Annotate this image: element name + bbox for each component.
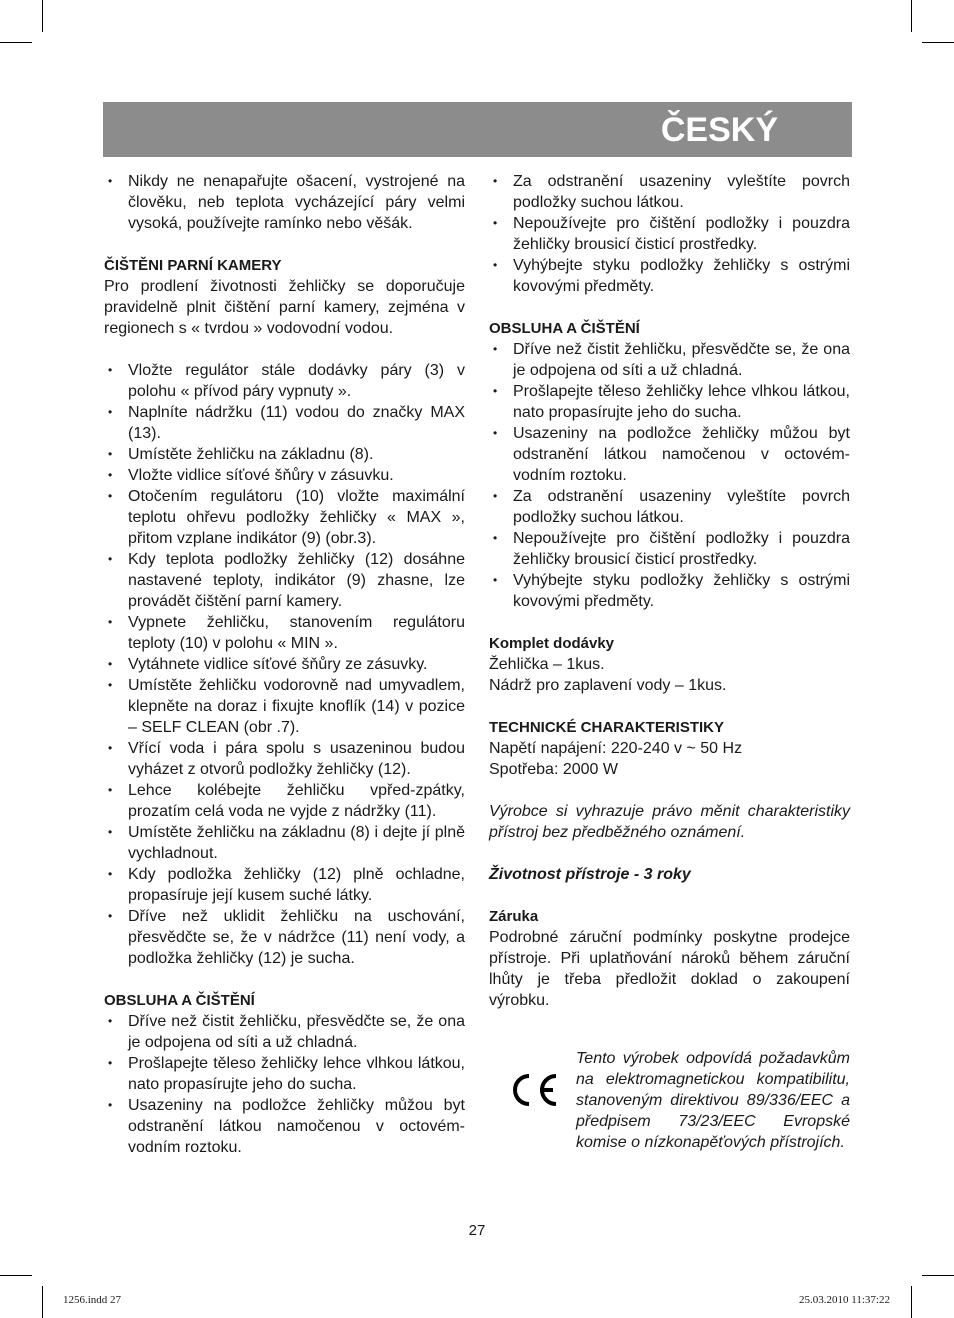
ce-mark-icon (507, 1070, 559, 1110)
maintenance-list (489, 339, 850, 612)
crop-mark (0, 42, 32, 43)
package-line: Nádrž pro zaplavení vody – 1kus. (489, 677, 727, 694)
section-heading: ČIŠTĚNI PARNÍ KAMERY (104, 257, 282, 274)
list-item: • Prošlapejte těleso žehličky lehce vlhkou látkou, nato propasírujte jeho do sucha. (104, 1053, 465, 1095)
footer-file: 1256.indd 27 (63, 1294, 122, 1306)
package-heading: Komplet dodávky (489, 635, 615, 652)
list-item: • Nepoužívejte pro čištění podložky i pouzdra žehličky brousicí čisticí prostředky. (489, 213, 850, 255)
warranty-text: Podrobné záruční podmínky poskytne prodejce přístroje. Při uplatňování nároků během záruční lhůty je třeba předložit doklad o zakoupení výrobku. (489, 929, 850, 1009)
ce-compliance-text: Tento výrobek odpovídá požadavkům na elektromagnetickou kompatibilitu, stanoveným direktivou 89/336/EEC a předpisem 73/23/EEC Evropské komise o nízkonapěťových přístrojích. (576, 1050, 850, 1151)
section-heading: OBSLUHA A ČIŠTĚNÍ (489, 320, 640, 337)
list-item: • Vřící voda i pára spolu s usazeninou budou vyházet z otvorů podložky žehličky (12). (104, 738, 465, 780)
list-item: • Dříve než čistit žehličku, přesvědčte se, že ona je odpojena od síti a už chladná. (489, 339, 850, 381)
list-item: • Vyhýbejte styku podložky žehličky s ostrými kovovými předměty. (489, 570, 850, 612)
list-item: • Vyhýbejte styku podložky žehličky s ostrými kovovými předměty. (489, 255, 850, 297)
lifetime-note: Životnost přístroje - 3 roky (489, 866, 691, 883)
list-item: • Umístěte žehličku na základnu (8) i dejte jí plně vychladnout. (104, 822, 465, 864)
list-item: • Nepoužívejte pro čištění podložky i pouzdra žehličky brousicí čisticí prostředky. (489, 528, 850, 570)
list-item: • Vypnete žehličku, stanovením regulátoru teploty (10) v polohu « MIN ». (104, 612, 465, 654)
maintenance-list (104, 1011, 465, 1158)
left-column (104, 171, 465, 1158)
tech-line: Spotřeba: 2000 W (489, 761, 618, 778)
list-item: • Vložte regulátor stále dodávky páry (3) v polohu « přívod páry vypnuty ». (104, 360, 465, 402)
language-title: ČESKÝ (660, 111, 778, 149)
list-item: • Usazeniny na podložce žehličky můžou byt odstranění látkou namočenou v octovém-vodním roztoku. (104, 1095, 465, 1158)
crop-mark (0, 1275, 32, 1276)
section-paragraph: Pro prodlení životnosti žehličky se doporučuje pravidelně plnit čištění parní kamery, zejména v regionech s « tvrdou » vodovodní vodou. (104, 278, 465, 337)
list-item: • Vytáhnete vidlice síťové šňůry ze zásuvky. (104, 654, 465, 675)
list-item: • Prošlapejte těleso žehličky lehce vlhkou látkou, nato propasírujte jeho do sucha. (489, 381, 850, 423)
footer-timestamp: 25.03.2010 11:37:22 (799, 1294, 890, 1306)
steam-cleaning-steps (104, 360, 465, 969)
list-item: • Vložte vidlice síťové šňůry v zásuvku. (104, 465, 465, 486)
package-line: Žehlička – 1kus. (489, 656, 605, 673)
page-number: 27 (468, 1222, 486, 1239)
list-item: • Za odstranění usazeniny vyleštíte povrch podložky suchou látkou. (489, 171, 850, 213)
list-item: • Otočením regulátoru (10) vložte maximální teplotu ohřevu podložky žehličky « MAX », přitom vzplane indikátor (9) (obr.3). (104, 486, 465, 549)
list-item: • Umístěte žehličku na základnu (8). (104, 444, 465, 465)
list-item: • Dříve než uklidit žehličku na uschování, přesvědčte se, že v nádržce (11) není vody, a podložka žehličky (12) je sucha. (104, 906, 465, 969)
tech-heading: TECHNICKÉ CHARAKTERISTIKY (489, 719, 725, 736)
list-item: • Nikdy ne nenapařujte ošacení, vystrojené na člověku, neb teplota vycházející páry velmi vysoká, používejte ramínko nebo věšák. (104, 171, 465, 234)
crop-mark (922, 1275, 954, 1276)
list-item: • Lehce kolébejte žehličku vpřed-zpátky, prozatím celá voda ne vyjde z nádržky (11). (104, 780, 465, 822)
cleaning-tips-list (489, 171, 850, 297)
list-item: • Kdy teplota podložky žehličky (12) dosáhne nastavené teploty, indikátor (9) zhasne, lze provádět čištění parní kamery. (104, 549, 465, 612)
ce-compliance-block (489, 1032, 850, 1162)
crop-mark (922, 42, 954, 43)
language-header-bar (103, 102, 852, 157)
crop-mark (911, 1286, 912, 1318)
list-item: • Naplníte nádržku (11) vodou do značky MAX (13). (104, 402, 465, 444)
list-item: • Umístěte žehličku vodorovně nad umyvadlem, klepněte na doraz i fixujte knoflík (14) v pozice – SELF CLEAN (obr .7). (104, 675, 465, 738)
crop-mark (911, 0, 912, 32)
list-item: • Dříve než čistit žehličku, přesvědčte se, že ona je odpojena od síti a už chladná. (104, 1011, 465, 1053)
intro-list (104, 171, 465, 234)
list-item: • Usazeniny na podložce žehličky můžou byt odstranění látkou namočenou v octovém-vodním roztoku. (489, 423, 850, 486)
warranty-heading: Záruka (489, 908, 539, 925)
section-heading: OBSLUHA A ČIŠTĚNÍ (104, 992, 255, 1009)
right-column (489, 171, 850, 1162)
crop-mark (42, 1286, 43, 1318)
list-item: • Za odstranění usazeniny vyleštíte povrch podložky suchou látkou. (489, 486, 850, 528)
manufacturer-notice: Výrobce si vyhrazuje právo měnit charakteristiky přístroj bez předběžného oznámení. (489, 803, 850, 841)
list-item: • Kdy podložka žehličky (12) plně ochladne, propasíruje její kusem suché látky. (104, 864, 465, 906)
crop-mark (42, 0, 43, 32)
tech-line: Napětí napájení: 220-240 v ~ 50 Hz (489, 740, 743, 757)
